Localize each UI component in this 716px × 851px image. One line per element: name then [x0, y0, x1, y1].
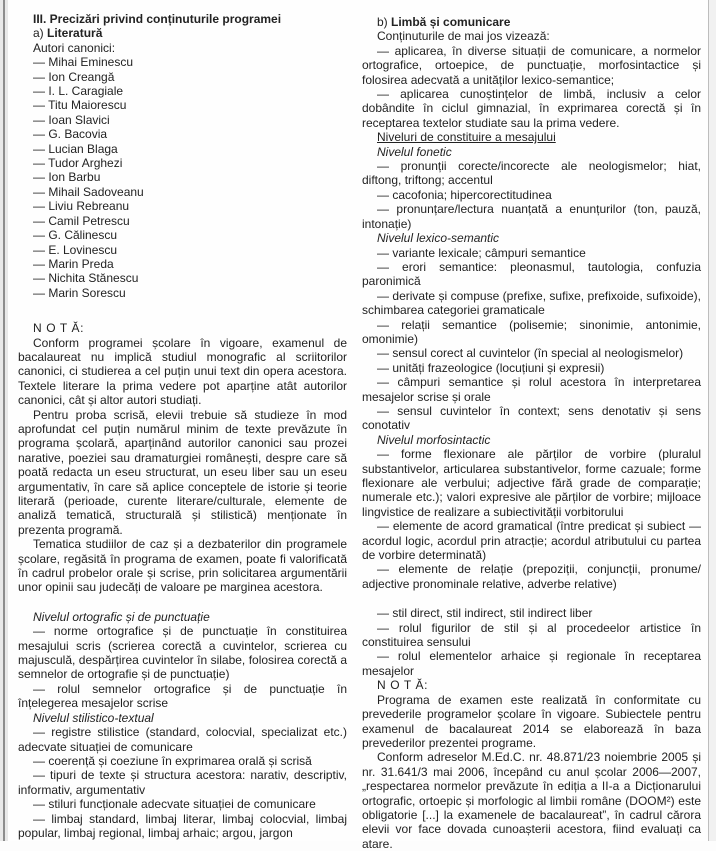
- nota-label: N O T Ă:: [33, 321, 85, 336]
- limba-title: Limbă și comunicare: [391, 15, 511, 29]
- author-item: — Ion Creangă: [33, 69, 115, 84]
- limba-label: b): [377, 15, 388, 29]
- author-item: — G. Călinescu: [33, 228, 118, 243]
- author-item: — Mihail Sadoveanu: [33, 184, 144, 199]
- nota-paragraph: Programa de examen este realizată în conformitate cu prevederile programelor școlare în vigoare. Subiectele pentru examenul de bacalaureat 2014 se elaborează în baza prevederilor prezentei programe.: [362, 692, 701, 750]
- intro-line: Conținuturile de mai jos vizează:: [377, 29, 550, 44]
- list-item: — derivate și compuse (prefixe, sufixe, prefixoide, sufixoide), schimbarea categoriei gramaticale: [362, 288, 701, 318]
- nota-paragraph: Conform adreselor M.Ed.C. nr. 48.871/23 noiembrie 2005 și nr. 31.641/3 mai 2006, începând cu anul școlar 2006—2007, „respectarea normelor prevăzute în ediția a II-a a Dicționarului ortografic, ortoepic și morfologic al limbii române (DOOM²) este obligatorie [...] la examenele de bacalaureat”, în cadrul cărora elevii vor face dovada cunoașterii acestora, fiind evaluați ca atare.: [362, 750, 701, 851]
- levels-heading-text: Niveluri de constituire a mesajului: [377, 130, 556, 145]
- list-item: — aplicarea cunoștințelor de limbă, inclusiv a celor dobândite în ciclul gimnazial, în exprimarea corectă și în receptarea textelor studiate sau la prima vedere.: [362, 87, 701, 130]
- right-column: [362, 15, 701, 851]
- list-item: — pronunții corecte/incorecte ale neologismelor; hiat, diftong, triftong; accentul: [362, 159, 701, 188]
- list-item: — norme ortografice și de punctuație în constituirea mesajului scris (scrierea corectă a cuvintelor, scrierea cu majusculă, despărțirea cuvintelor în silabe, folosirea corectă a semnelor de ortografie și de punctuație): [18, 624, 347, 682]
- literatura-label: a): [33, 26, 44, 41]
- author-item: — G. Bacovia: [33, 127, 108, 142]
- list-item: — aplicarea, în diverse situații de comunicare, a normelor ortografice, ortoepice, de punctuație, morfosintactice și folosirea adecvată a unităților lexico-semantice;: [362, 43, 701, 87]
- nota-label: N O T Ă:: [377, 678, 429, 693]
- author-item: — Marin Sorescu: [33, 285, 126, 300]
- list-item: — unități frazeologice (locuțiuni și expresii): [377, 360, 605, 375]
- list-item: — cacofonia; hipercorectitudinea: [377, 187, 552, 202]
- list-item: — sensul cuvintelor în context; sens denotativ și sens conotativ: [362, 403, 701, 433]
- nota-paragraph: Conform programei școlare în vigoare, examenul de bacalaureat nu implică studiul monografic al scriitorilor canonici, ci studierea a cel puțin unui text din opera acestora. Textele literare la prima vedere pot aparține atât autorilor canonici, cât și altor autori studiați.: [18, 335, 347, 408]
- nota-paragraph: Tematica studiilor de caz și a dezbaterilor din programele școlare, regăsită în programa de examen, poate fi valorificată în cadrul probelor orale și scrise, prin solicitarea argumentării unor opinii sau judecăți de valoare pe marginea acestora.: [18, 537, 347, 595]
- author-item: — Camil Petrescu: [33, 213, 130, 228]
- list-item: — registre stilistice (standard, colocvial, specializat etc.) adecvate situației de comunicare: [18, 725, 347, 754]
- level-title-ortografic: Nivelul ortografic și de punctuație: [33, 609, 210, 624]
- list-item: — stiluri funcționale adecvate situației de comunicare: [33, 797, 316, 812]
- level-title-fonetic: Nivelul fonetic: [377, 144, 452, 159]
- list-item: — pronunțare/lectura nuanțată a enunțurilor (ton, pauză, intonație): [362, 202, 701, 231]
- list-item: — erori semantice: pleonasmul, tautologia, confuzia paronimică: [362, 259, 701, 289]
- vertical-gap: [18, 300, 347, 321]
- list-item: — stil direct, stil indirect, stil indirect liber: [377, 606, 593, 621]
- list-item: — rolul figurilor de stil și al procedeelor artistice în constituirea sensului: [362, 620, 701, 650]
- list-item: — rolul semnelor ortografice și de punctuație în înțelegerea mesajelor scrise: [18, 681, 347, 711]
- list-item: — rolul elementelor arhaice și regionale în receptarea mesajelor: [362, 649, 701, 678]
- section-heading: III. Precizări privind conținuturile programei: [33, 12, 282, 26]
- author-item: — I. L. Caragiale: [33, 84, 124, 99]
- authors-intro: Autori canonici:: [33, 40, 116, 55]
- list-item: — relații semantice (polisemie; sinonimie, antonimie, omonimie): [362, 317, 701, 346]
- list-item: — limbaj standard, limbaj literar, limbaj colocvial, limbaj popular, limbaj regional, limbaj arhaic; argou, jargon: [18, 811, 347, 840]
- limba-heading: [362, 15, 701, 29]
- scan-right-edge: [708, 0, 716, 841]
- level-title-lexico: Nivelul lexico-semantic: [377, 231, 500, 246]
- level-title-morfo: Nivelul morfosintactic: [377, 432, 491, 447]
- literatura-heading: [18, 26, 347, 40]
- list-item: — elemente de relație (prepoziții, conjuncții, pronume/ adjective pronominale relative, adverbe relative): [362, 562, 701, 591]
- author-item: — Mihai Eminescu: [33, 55, 134, 70]
- author-item: — Marin Preda: [33, 256, 114, 271]
- scan-left-edge: [0, 0, 8, 841]
- author-item: — Tudor Arghezi: [33, 156, 123, 171]
- vertical-gap: [362, 591, 701, 606]
- list-item: — coerență și coeziune în exprimarea orală și scrisă: [33, 753, 312, 768]
- left-column: [18, 12, 347, 840]
- author-item: — Lucian Blaga: [33, 141, 118, 156]
- author-item: — Nichita Stănescu: [33, 271, 139, 286]
- list-item: — elemente de acord gramatical (între predicat și subiect — acordul logic, acordul prin atracție; acordul atributului cu partea de vorbire determinată): [362, 519, 701, 563]
- nota-paragraph: Pentru proba scrisă, elevii trebuie să studieze în mod aprofundat cel puțin numărul minim de texte prevăzute în programa școlară, aparținând autorilor canonici sau prozei narative, poeziei sau dramaturgiei românești, despre care să poată redacta un eseu structurat, un eseu liber sau un eseu argumentativ, în care să aplice conceptele de istorie și teorie literară (perioade, curente literare/culturale, elemente de analiză tematică, structurală și stilistică) menționate în prezenta programă.: [18, 407, 347, 537]
- author-item: — Titu Maiorescu: [33, 98, 127, 113]
- author-item: — Ion Barbu: [33, 170, 101, 185]
- list-item: — variante lexicale; câmpuri semantice: [377, 245, 586, 260]
- author-item: — Liviu Rebreanu: [33, 199, 130, 214]
- list-item: — câmpuri semantice și rolul acestora în interpretarea mesajelor scrise și orale: [362, 375, 701, 404]
- level-title-stilistic: Nivelul stilistico-textual: [33, 710, 154, 725]
- list-item: — sensul corect al cuvintelor (în special al neologismelor): [377, 346, 684, 361]
- literatura-title: Literatură: [47, 26, 103, 41]
- list-item: — tipuri de texte și structura acestora: narativ, descriptiv, informativ, argumentativ: [18, 768, 347, 797]
- author-item: — E. Lovinescu: [33, 242, 118, 257]
- author-item: — Ioan Slavici: [33, 112, 110, 127]
- scan-left-edge-line: [3, 0, 5, 841]
- levels-heading: [362, 130, 701, 144]
- vertical-gap: [18, 595, 347, 610]
- list-item: — forme flexionare ale părților de vorbire (pluralul substantivelor, articularea substantivelor, forme cazuale; forme flexionare ale verbului; adjective fără grade de comparație; numerale etc.); valori expresive ale părților de vorbire; mijloace lingvistice de realizare a subiectivității vorbitorului: [362, 447, 701, 519]
